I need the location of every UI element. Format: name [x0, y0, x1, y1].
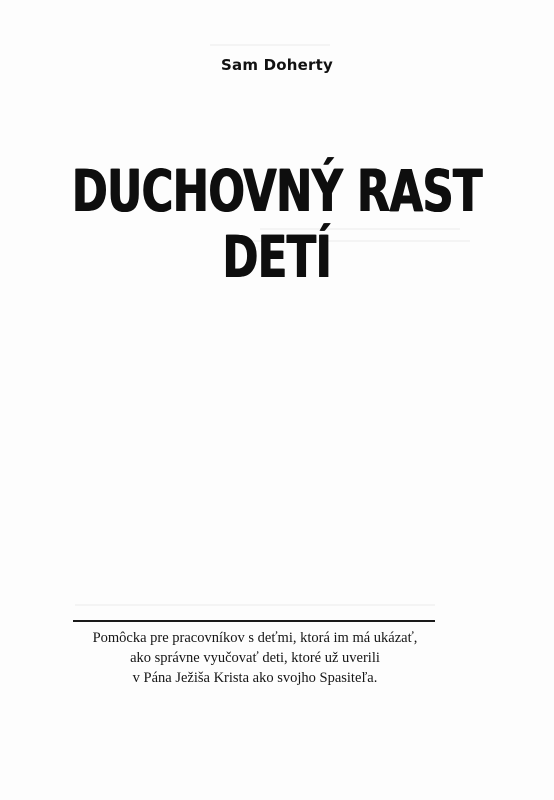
book-subtitle	[60, 628, 450, 688]
subtitle-line-2: ako správne vyučovať deti, ktoré už uverili	[130, 650, 380, 666]
book-title	[72, 158, 482, 290]
subtitle-line-1: Pomôcka pre pracovníkov s deťmi, ktorá im má ukázať,	[92, 630, 418, 646]
subtitle-line-3: v Pána Ježiša Krista ako svojho Spasiteľa.	[132, 670, 378, 686]
title-line-1: DUCHOVNÝ RAST	[72, 157, 483, 225]
horizontal-rule	[73, 620, 435, 622]
author-name: Sam Doherty	[221, 56, 333, 74]
bleed-through-mark	[210, 44, 330, 46]
title-line-2: DETÍ	[222, 223, 332, 291]
bleed-through-mark	[75, 604, 435, 606]
